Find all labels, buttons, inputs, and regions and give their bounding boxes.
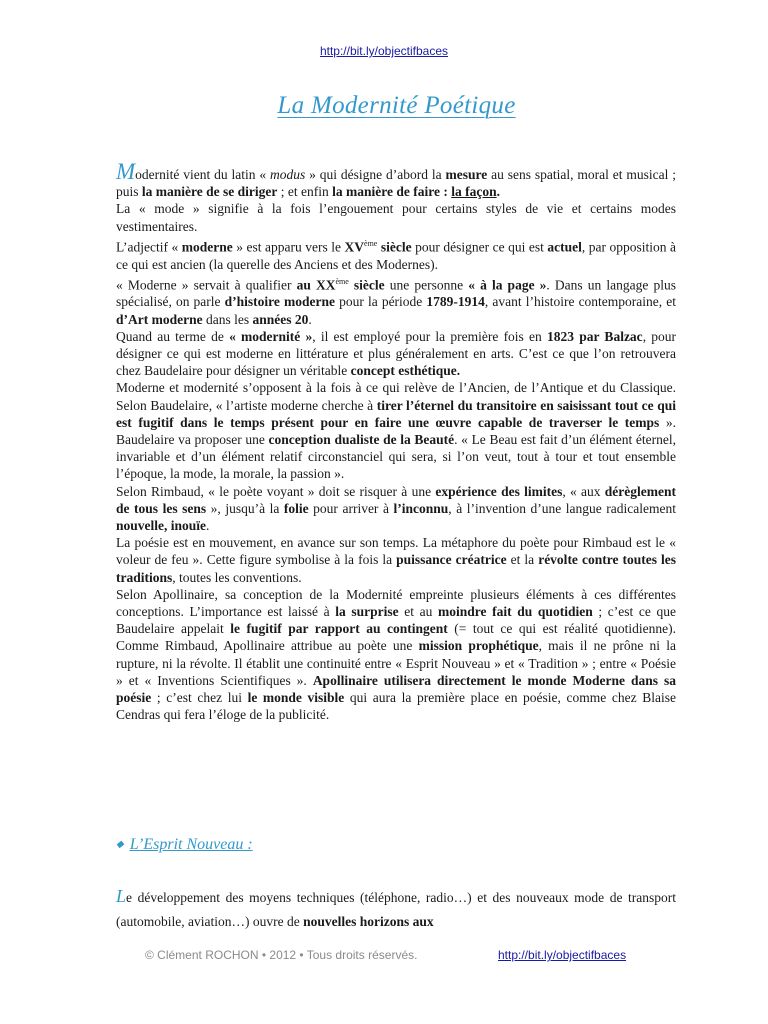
section-text: [116, 884, 676, 934]
paragraph: Selon Apollinaire, sa conception de la Modernité empreinte plusieurs éléments à ces différentes conceptions. L’importance est laissé à la surprise et au moindre fait du quotidien ; c’est ce que Baudelaire appelait le fugitif par rapport au contingent (= tout ce qui est réalité quotidienne). Comme Rimbaud, Apollinaire attribue au poète une mission prophétique, mais il ne prône ni la rupture, ni la révolte. Il établit une continuité entre « Esprit Nouveau » et « Tradition » ; entre « Poésie » et « Inventions Scientifiques ». Apollinaire utilisera directement le monde Moderne dans sa poésie ; c’est chez lui le monde visible qui aura la première place en poésie, comme chez Blaise Cendras qui fera l’éloge de la publicité.: [116, 586, 677, 723]
footer-link[interactable]: http://bit.ly/objectifbaces: [498, 948, 627, 962]
drop-cap: L: [116, 886, 127, 906]
paragraph: Quand au terme de « modernité », il est employé pour la première fois en 1823 par Balzac, pour désigner ce qui est moderne en littérature et plus généralement en arts. C’est ce que l’on retrouvera chez Baudelaire pour désigner un véritable concept esthétique.: [116, 328, 677, 379]
section-heading: [116, 836, 253, 854]
paragraph: Moderne et modernité s’opposent à la fois à ce qui relève de l’Ancien, de l’Antique et du Classique. Selon Baudelaire, « l’artiste moderne cherche à tirer l’éternel du transitoire en saisissant tout ce qui est fugitif dans le temps présent pour en faire une œuvre capable de traverser le temps ». Baudelaire va proposer une conception dualiste de la Beauté. « Le Beau est fait d’un élément éternel, invariable et d’un élément relatif circonstanciel qui sera, si l’on veut, tout à tour et tout ensemble l’époque, la mode, la morale, la passion ».: [116, 380, 676, 482]
paragraph: L’adjectif « moderne » est apparu vers le XVème siècle pour désigner ce qui est actuel, par opposition à ce qui est ancien (la querelle des Anciens et des Modernes).: [116, 238, 676, 272]
page-title: La Modernité Poétique: [277, 92, 516, 119]
paragraph: « Moderne » servait à qualifier au XXème siècle une personne « à la page ». Dans un langage plus spécialisé, on parle d’histoire moderne pour la période 1789-1914, avant l’histoire contemporaine, et d’Art moderne dans les années 20.: [116, 276, 677, 327]
paragraph: Le développement des moyens techniques (téléphone, radio…) et des nouveaux mode de transport (automobile, aviation…) ouvre de nouvelles horizons aux: [116, 886, 676, 929]
paragraph: La « mode » signifie à la fois l’engouement pour certains styles de vie et certains modes vestimentaires.: [116, 201, 676, 234]
copyright-text: © Clément ROCHON • 2012 • Tous droits réservés.: [145, 948, 418, 962]
paragraph: Modernité vient du latin « modus » qui désigne d’abord la mesure au sens spatial, moral et musical ; puis la manière de se diriger ; et enfin la manière de faire : la façon.: [116, 159, 677, 200]
header-link[interactable]: http://bit.ly/objectifbaces: [319, 44, 449, 58]
paragraph: La poésie est en mouvement, en avance sur son temps. La métaphore du poète pour Rimbaud est le « voleur de feu ». Cette figure symbolise à la fois la puissance créatrice et la révolte contre toutes les traditions, toutes les conventions.: [116, 535, 676, 585]
drop-cap: M: [116, 159, 136, 184]
paragraph: Selon Rimbaud, « le poète voyant » doit se risquer à une expérience des limites, « aux dérèglement de tous les sens », jusqu’à la folie pour arriver à l’inconnu, à l’invention d’une langue radicalement nouvelle, inouïe.: [116, 483, 676, 534]
section-title: L’Esprit Nouveau :: [129, 836, 253, 853]
diamond-bullet-icon: ◆: [116, 839, 124, 850]
main-text: [116, 159, 677, 724]
